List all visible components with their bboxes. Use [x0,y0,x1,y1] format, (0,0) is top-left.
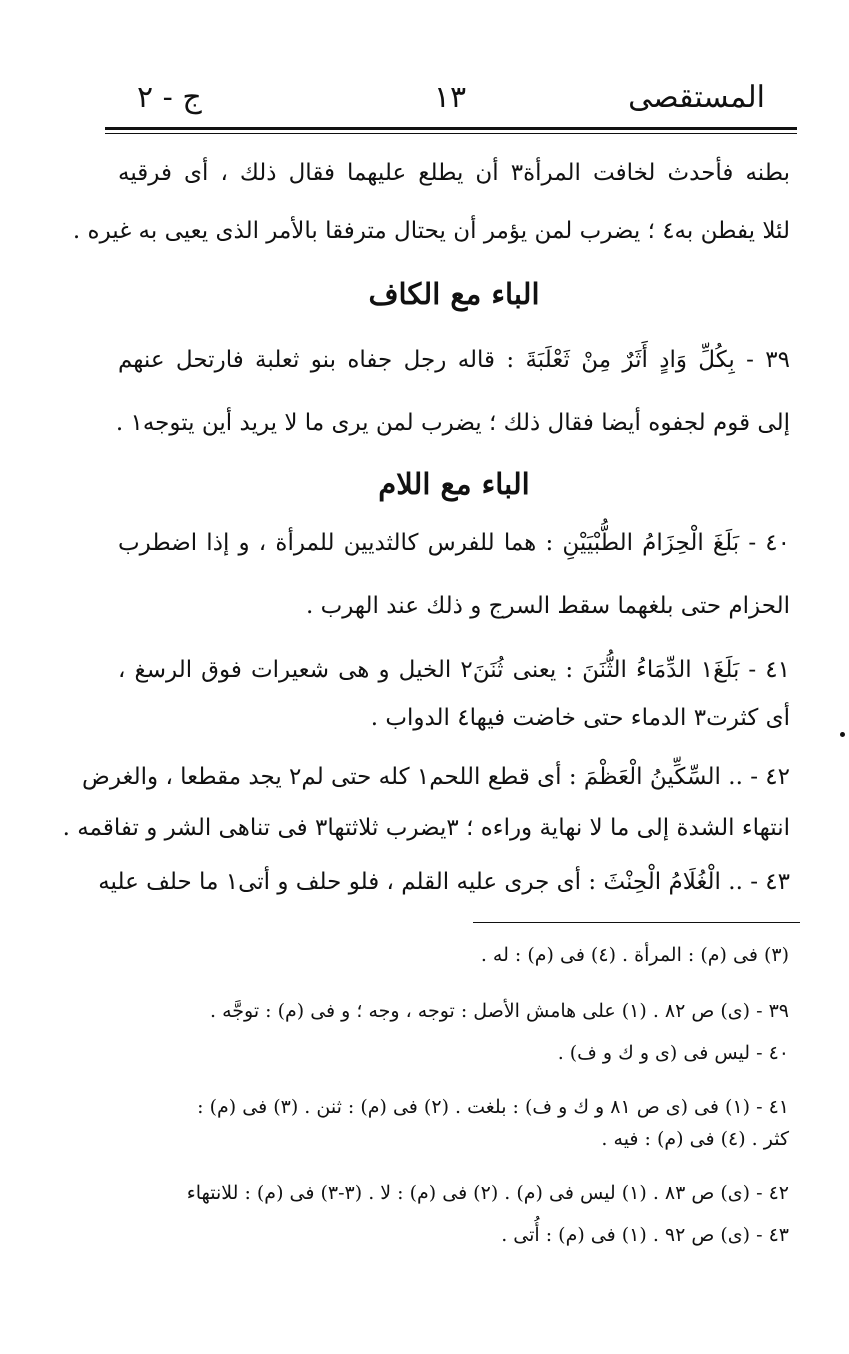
body-line: لئلا يفطن به٤ ؛ يضرب لمن يؤمر أن يحتال مترفقا بالأمر الذى يعيى به غيره . [72,218,790,244]
body-line: بطنه فأحدث لخافت المرأة٣ أن يطلع عليهما فقال ذلك ، أى فرقيه [118,160,791,186]
entry-42-line: ٤٢ - .. السِّكِّينُ الْعَظْمَ : أى قطع اللحم١ كله حتى لم٢ يجد مقطعا ، والغرض [82,764,790,790]
entry-43-line: ٤٣ - .. الْغُلَامُ الْحِنْثَ : أى جرى عليه القلم ، فلو حلف و أتى١ ما حلف عليه [98,869,790,895]
footnote-line: كثر . (٤) فى (م) : فيه . [601,1128,789,1150]
entry-40-line: الحزام حتى بلغهما سقط السرج و ذلك عند الهرب . [305,593,790,619]
entry-39-line: ٣٩ - بِكُلِّ وَادٍ أَثَرٌ مِنْ ثَعْلَبَةَ : قاله رجل جفاه بنو ثعلبة فارتحل عنهم [118,347,790,373]
volume-label: ج - ٢ [137,80,202,115]
section-heading: الباء مع اللام [378,467,530,501]
footnote-line: ٣٩ - (ى) ص ٨٢ . (١) على هامش الأصل : توجه ، وجه ؛ و فى (م) : توجَّه . [210,1000,789,1022]
entry-40-line: ٤٠ - بَلَغَ الْحِزَامُ الطُّبْيَيْنِ : هما للفرس كالثديين للمرأة ، و إذا اضطرب [118,530,790,556]
section-heading: الباء مع الكاف [368,277,540,311]
entry-41-line: ٤١ - بَلَغَ١ الدِّمَاءُ الثُّنَنَ : يعنى ثُنَنَ٢ الخيل و هى شعيرات فوق الرسغ ، [118,657,790,683]
footnote-line: ٤٠ - ليس فى (ى و ك و ف) . [557,1042,789,1064]
page-number: ١٣ [433,80,467,115]
entry-39-line: إلى قوم لجفوه أيضا فقال ذلك ؛ يضرب لمن يرى ما لا يريد أين يتوجه١ . [115,410,790,436]
entry-41-line: أى كثرت٣ الدماء حتى خاضت فيها٤ الدواب . [370,705,790,731]
footnote-line: ٤٢ - (ى) ص ٨٣ . (١) ليس فى (م) . (٢) فى (م) : لا . (٣-٣) فى (م) : للانتهاء [186,1182,789,1204]
header-rule-thick [105,127,797,130]
entry-42-line: انتهاء الشدة إلى ما لا نهاية وراءه ؛ ٣يضرب ثلاثتها٣ فى تناهى الشر و تفاقمه . [62,815,790,841]
page-header [105,72,795,122]
book-title: المستقصى [628,80,765,115]
footnote-line: (٣) فى (م) : المرأة . (٤) فى (م) : له . [480,944,789,966]
margin-mark [840,732,845,737]
header-rule-thin [105,133,797,134]
footnote-line: ٤٣ - (ى) ص ٩٢ . (١) فى (م) : أُتى . [501,1224,789,1246]
footnote-rule [473,922,800,923]
footnote-line: ٤١ - (١) فى (ى ص ٨١ و ك و ف) : بلغت . (٢) فى (م) : ثنن . (٣) فى (م) : [197,1096,789,1118]
